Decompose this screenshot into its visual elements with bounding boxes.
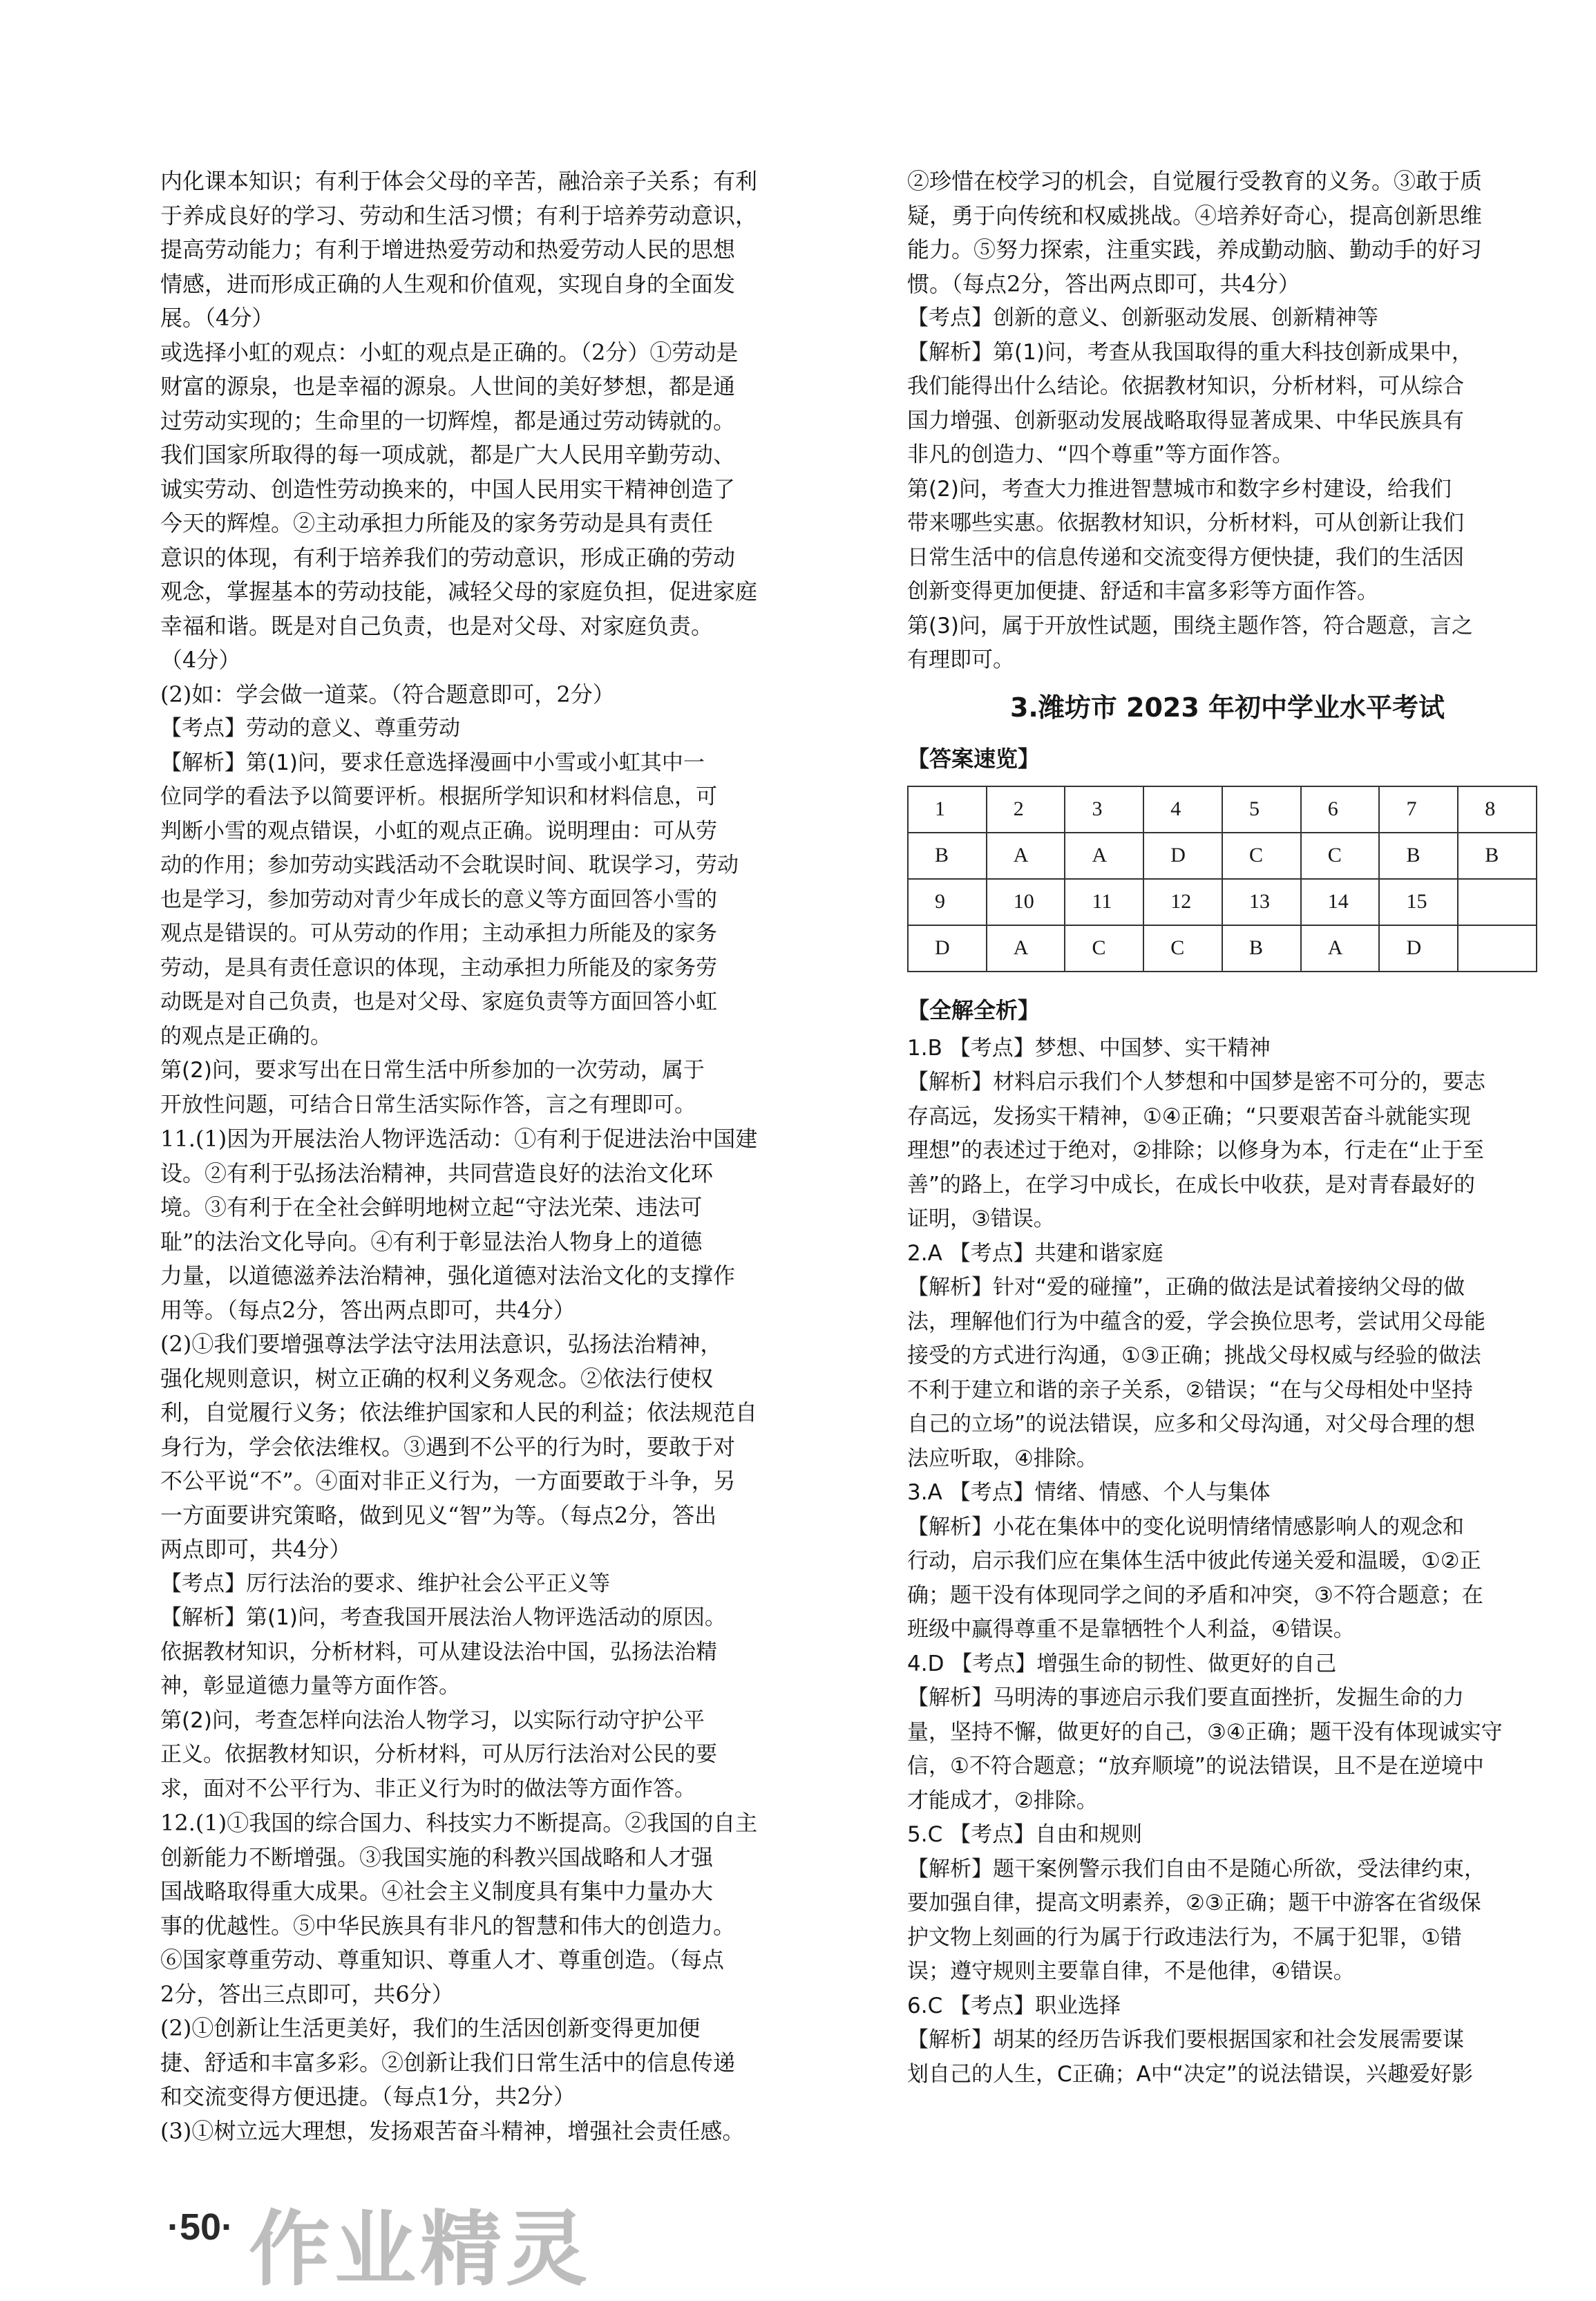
text-line: 位同学的看法予以简要评析。根据所学知识和材料信息，可 bbox=[160, 784, 717, 809]
answer-table-cell: B bbox=[1222, 925, 1301, 972]
answer-table-cell: B bbox=[1458, 833, 1537, 879]
answer-table-cell: 15 bbox=[1379, 879, 1458, 925]
text-line: 日常生活中的信息传递和交流变得方便快捷，我们的生活因 bbox=[907, 545, 1464, 570]
text-line: 法应听取，④排除。 bbox=[907, 1446, 1098, 1471]
text-line: 力量，以道德滋养法治精神，强化道德对法治文化的支撑作 bbox=[160, 1262, 736, 1289]
answer-table-cell: 5 bbox=[1222, 786, 1301, 833]
text-line: ②珍惜在校学习的机会，自觉履行受教育的义务。③敢于质 bbox=[907, 168, 1483, 194]
answer-table-cell: 13 bbox=[1222, 879, 1301, 925]
text-line: 1.B 【考点】梦想、中国梦、实干精神 bbox=[907, 1035, 1271, 1061]
text-line: 身行为，学会依法维权。③遇到不公平的行为时，要敢于对 bbox=[160, 1433, 736, 1460]
answer-table-cell: D bbox=[908, 925, 987, 972]
answer-table-cell: 3 bbox=[1065, 786, 1143, 833]
text-line: (3)①树立远大理想，发扬艰苦奋斗精神，增强社会责任感。 bbox=[160, 2117, 745, 2144]
text-line: 我们能得出什么结论。依据教材知识，分析材料，可从综合 bbox=[907, 374, 1464, 399]
text-line: 【解析】材料启示我们个人梦想和中国梦是密不可分的，要志 bbox=[907, 1070, 1485, 1095]
text-line: 【考点】劳动的意义、尊重劳动 bbox=[160, 716, 460, 741]
text-line: 才能成才，②排除。 bbox=[907, 1788, 1098, 1813]
text-line: 过劳动实现的；生命里的一切辉煌，都是通过劳动铸就的。 bbox=[160, 407, 736, 434]
text-line: (2)①创新让生活更美好，我们的生活因创新变得更加便 bbox=[160, 2015, 701, 2041]
text-line: 展。（4分） bbox=[160, 305, 274, 331]
text-line: 【解析】第(1)问，考查从我国取得的重大科技创新成果中， bbox=[907, 339, 1473, 365]
text-line: 不公平说“不”。④面对非正义行为，一方面要敢于斗争，另 bbox=[160, 1468, 736, 1494]
text-line: 【解析】胡某的经历告诉我们要根据国家和社会发展需要谋 bbox=[907, 2027, 1464, 2052]
answer-table-cell: C bbox=[1143, 925, 1222, 972]
text-line: 11.(1)因为开展法治人物评选活动：①有利于促进法治中国建 bbox=[160, 1126, 758, 1152]
answer-table-cell: 14 bbox=[1301, 879, 1380, 925]
answer-table-cell: 12 bbox=[1143, 879, 1222, 925]
text-line: 2.A 【考点】共建和谐家庭 bbox=[907, 1240, 1163, 1266]
text-line: 6.C 【考点】职业选择 bbox=[907, 1993, 1121, 2018]
text-line: 12.(1)①我国的综合国力、科技实力不断提高。②我国的自主 bbox=[160, 1810, 758, 1836]
text-line: 【解析】题干案例警示我们自由不是随心所欲，受法律约束， bbox=[907, 1856, 1485, 1882]
text-line: 两点即可，共4分） bbox=[160, 1536, 352, 1562]
answer-table-row bbox=[908, 786, 1537, 833]
text-line: 依据教材知识，分析材料，可从建设法治中国，弘扬法治精 bbox=[160, 1639, 717, 1665]
text-line: 一方面要讲究策略，做到见义“智”为等。（每点2分，答出 bbox=[160, 1502, 717, 1528]
right-text-block-top bbox=[907, 164, 1548, 678]
answer-table-cell: B bbox=[908, 833, 987, 879]
text-line: 第(2)问，考查怎样向法治人物学习，以实际行动守护公平 bbox=[160, 1707, 705, 1733]
text-line: 神，彰显道德力量等方面作答。 bbox=[160, 1674, 460, 1698]
text-line: 第(2)问，要求写出在日常生活中所参加的一次劳动，属于 bbox=[160, 1058, 705, 1083]
answer-table-cell: D bbox=[1379, 925, 1458, 972]
text-line: 能力。⑤努力探索，注重实践，养成勤动脑、勤动手的好习 bbox=[907, 236, 1483, 263]
text-line: 非凡的创造力、“四个尊重”等方面作答。 bbox=[907, 442, 1294, 467]
text-line: 5.C 【考点】自由和规则 bbox=[907, 1822, 1143, 1847]
watermark-logo: 作业精灵 bbox=[249, 2201, 592, 2297]
answer-table-cell: A bbox=[987, 925, 1065, 972]
text-line: 情感，进而形成正确的人生观和价值观，实现自身的全面发 bbox=[160, 270, 736, 297]
answer-table-cell: C bbox=[1301, 833, 1380, 879]
text-line: 3.A 【考点】情绪、情感、个人与集体 bbox=[907, 1480, 1271, 1505]
answer-table-cell: A bbox=[1065, 833, 1143, 879]
text-line: 有理即可。 bbox=[907, 647, 1014, 672]
answer-table-cell: A bbox=[1301, 925, 1380, 972]
text-line: 创新变得更加便捷、舒适和丰富多彩等方面作答。 bbox=[907, 579, 1378, 604]
text-line: 耻”的法治文化导向。④有利于彰显法治人物身上的道德 bbox=[160, 1228, 703, 1255]
answer-table-cell: 1 bbox=[908, 786, 987, 833]
text-line: 的观点是正确的。 bbox=[160, 1023, 332, 1049]
text-line: 班级中赢得尊重不是靠牺牲个人利益，④错误。 bbox=[907, 1617, 1355, 1642]
text-line: 观念，掌握基本的劳动技能，减轻父母的家庭负担，促进家庭 bbox=[160, 578, 758, 605]
text-line: 行动，启示我们应在集体生活中彼此传递关爱和温暖，①②正 bbox=[907, 1549, 1481, 1573]
text-line: 动既是对自己负责，也是对父母、家庭负责等方面回答小虹 bbox=[160, 989, 717, 1014]
answer-table-cell: 2 bbox=[987, 786, 1065, 833]
text-line: 2分，答出三点即可，共6分） bbox=[160, 1980, 454, 2007]
text-line: 第(2)问，考查大力推进智慧城市和数字乡村建设，给我们 bbox=[907, 476, 1452, 502]
text-line: 理想”的表述过于绝对，②排除；以修身为本，行走在“止于至 bbox=[907, 1138, 1484, 1163]
text-line: 利，自觉履行义务；依法维护国家和人民的利益；依法规范自 bbox=[160, 1399, 758, 1426]
text-line: 意识的体现，有利于培养我们的劳动意识，形成正确的劳动 bbox=[160, 544, 736, 571]
text-line: 于养成良好的学习、劳动和生活习惯；有利于培养劳动意识， bbox=[160, 202, 758, 229]
text-line: 劳动，是具有责任意识的体现，主动承担力所能及的家务劳 bbox=[160, 955, 717, 981]
text-line: 幸福和谐。既是对自己负责，也是对父母、对家庭负责。 bbox=[160, 612, 714, 639]
text-line: 【考点】创新的意义、创新驱动发展、创新精神等 bbox=[907, 305, 1378, 330]
answer-table-cell: C bbox=[1222, 833, 1301, 879]
text-line: ⑥国家尊重劳动、尊重知识、尊重人才、尊重创造。（每点 bbox=[160, 1947, 725, 1973]
answer-table-row bbox=[908, 833, 1537, 879]
answer-table-cell: D bbox=[1143, 833, 1222, 879]
text-line: 事的优越性。⑤中华民族具有非凡的智慧和伟大的创造力。 bbox=[160, 1912, 736, 1939]
text-line: 强化规则意识，树立正确的权利义务观念。②依法行使权 bbox=[160, 1365, 714, 1392]
answer-overview-label: 【答案速览】 bbox=[907, 745, 1041, 772]
page-number: ·50· bbox=[167, 2206, 234, 2248]
text-line: 国力增强、创新驱动发展战略取得显著成果、中华民族具有 bbox=[907, 408, 1464, 433]
text-line: 证明，③错误。 bbox=[907, 1206, 1055, 1231]
text-line: 财富的源泉，也是幸福的源泉。人世间的美好梦想，都是通 bbox=[160, 373, 736, 399]
answer-table-cell: 4 bbox=[1143, 786, 1222, 833]
text-line: 自己的立场”的说法错误，应多和父母沟通，对父母合理的想 bbox=[907, 1412, 1476, 1437]
left-text-block bbox=[160, 164, 827, 2148]
right-column bbox=[907, 164, 1548, 2092]
text-line: 创新能力不断增强。③我国实施的科教兴国战略和人才强 bbox=[160, 1844, 714, 1871]
answer-table-cell: C bbox=[1065, 925, 1143, 972]
text-line: 用等。（每点2分，答出两点即可，共4分） bbox=[160, 1296, 576, 1323]
text-line: 国战略取得重大成果。④社会主义制度具有集中力量办大 bbox=[160, 1878, 714, 1904]
text-line: (2)如：学会做一道菜。（符合题意即可，2分） bbox=[160, 681, 615, 708]
text-line: 带来哪些实惠。依据教材知识，分析材料，可从创新让我们 bbox=[907, 511, 1464, 536]
text-line: 接受的方式进行沟通，①③正确；挑战父母权威与经验的做法 bbox=[907, 1343, 1481, 1368]
text-line: 求，面对不公平行为、非正义行为时的做法等方面作答。 bbox=[160, 1776, 696, 1801]
text-line: 误；遵守规则主要靠自律，不是他律，④错误。 bbox=[907, 1959, 1355, 1984]
text-line: 第(3)问，属于开放性试题，围绕主题作答，符合题意，言之 bbox=[907, 613, 1473, 638]
text-line: 今天的辉煌。②主动承担力所能及的家务劳动是具有责任 bbox=[160, 510, 714, 536]
text-line: 也是学习，参加劳动对青少年成长的意义等方面回答小雪的 bbox=[160, 887, 717, 912]
text-line: 【解析】针对“爱的碰撞”，正确的做法是试着接纳父母的做 bbox=[907, 1275, 1465, 1300]
answer-table-cell: 8 bbox=[1458, 786, 1537, 833]
text-line: 设。②有利于弘扬法治精神，共同营造良好的法治文化环 bbox=[160, 1159, 714, 1186]
answer-table-cell: 6 bbox=[1301, 786, 1380, 833]
analysis-label: 【全解全析】 bbox=[907, 996, 1041, 1023]
text-line: 善”的路上，在学习中成长，在成长中收获，是对青春最好的 bbox=[907, 1172, 1476, 1197]
text-line: 确；题干没有体现同学之间的矛盾和冲突，③不符合题意；在 bbox=[907, 1582, 1483, 1608]
text-line: 动的作用；参加劳动实践活动不会耽误时间、耽误学习，劳动 bbox=[160, 853, 739, 878]
text-line: 【解析】第(1)问，要求任意选择漫画中小雪或小虹其中一 bbox=[160, 750, 705, 775]
text-line: 或选择小虹的观点：小虹的观点是正确的。（2分）①劳动是 bbox=[160, 339, 739, 366]
text-line: 提高劳动能力；有利于增进热爱劳动和热爱劳动人民的思想 bbox=[160, 236, 736, 263]
answer-table-cell: A bbox=[987, 833, 1065, 879]
answer-table-cell: 11 bbox=[1065, 879, 1143, 925]
text-line: 不利于建立和谐的亲子关系，②错误；“在与父母相处中坚持 bbox=[907, 1377, 1473, 1403]
text-line: 疑，勇于向传统和权威挑战。④培养好奇心，提高创新思维 bbox=[907, 202, 1483, 229]
answer-table-row bbox=[908, 879, 1537, 925]
text-line: 【解析】小花在集体中的变化说明情绪情感影响人的观念和 bbox=[907, 1514, 1464, 1540]
answer-table-cell: 10 bbox=[987, 879, 1065, 925]
right-text-block-bottom bbox=[907, 1032, 1548, 2092]
text-line: 【考点】厉行法治的要求、维护社会公平正义等 bbox=[160, 1571, 610, 1596]
text-line: 开放性问题，可结合日常生活实际作答，言之有理即可。 bbox=[160, 1092, 696, 1117]
text-line: 量，坚持不懈，做更好的自己，③④正确；题干没有体现诚实守 bbox=[907, 1719, 1503, 1745]
answer-table-row bbox=[908, 925, 1537, 972]
exam-title: 3.潍坊市 2023 年初中学业水平考试 bbox=[1009, 692, 1445, 723]
text-line: 4.D 【考点】增强生命的韧性、做更好的自己 bbox=[907, 1651, 1337, 1676]
text-line: 捷、舒适和丰富多彩。②创新让我们日常生活中的信息传递 bbox=[160, 2049, 736, 2076]
answer-table bbox=[907, 786, 1537, 972]
text-line: 正义。依据教材知识，分析材料，可从厉行法治对公民的要 bbox=[160, 1742, 717, 1767]
text-line: 我们国家所取得的每一项成就，都是广大人民用辛勤劳动、 bbox=[160, 442, 736, 468]
answer-table-cell bbox=[1458, 879, 1537, 925]
text-line: 内化课本知识；有利于体会父母的辛苦，融洽亲子关系；有利 bbox=[160, 168, 758, 194]
text-line: 法，理解他们行为中蕴含的爱，学会换位思考，尝试用父母能 bbox=[907, 1309, 1485, 1334]
text-line: 【解析】第(1)问，考查我国开展法治人物评选活动的原因。 bbox=[160, 1605, 726, 1630]
text-line: （4分） bbox=[160, 647, 241, 673]
text-line: 存高远，发扬实干精神，①④正确；“只要艰苦奋斗就能实现 bbox=[907, 1104, 1471, 1129]
text-line: 境。③有利于在全社会鲜明地树立起“守法光荣、违法可 bbox=[160, 1194, 703, 1220]
text-line: 观点是错误的。可从劳动的作用；主动承担力所能及的家务 bbox=[160, 921, 717, 946]
answer-table-cell: 9 bbox=[908, 879, 987, 925]
text-line: 和交流变得方便迅捷。（每点1分，共2分） bbox=[160, 2083, 576, 2110]
text-line: 护文物上刻画的行为属于行政违法行为，不属于犯罪，①错 bbox=[907, 1924, 1462, 1950]
text-line: 要加强自律，提高文明素养，②③正确；题干中游客在省级保 bbox=[907, 1891, 1481, 1915]
text-line: 惯。（每点2分，答出两点即可，共4分） bbox=[907, 270, 1300, 297]
left-column bbox=[160, 164, 827, 2148]
answer-table-cell bbox=[1458, 925, 1537, 972]
text-line: 诚实劳动、创造性劳动换来的，中国人民用实干精神创造了 bbox=[160, 475, 736, 502]
answer-table-cell: 7 bbox=[1379, 786, 1458, 833]
text-line: 划自己的人生，C正确；A中“决定”的说法错误，兴趣爱好影 bbox=[907, 2061, 1473, 2087]
text-line: (2)①我们要增强尊法学法守法用法意识，弘扬法治精神， bbox=[160, 1331, 723, 1357]
answer-table-cell: B bbox=[1379, 833, 1458, 879]
text-line: 判断小雪的观点错误，小虹的观点正确。说明理由：可从劳 bbox=[160, 818, 717, 844]
text-line: 信，①不符合题意；“放弃顺境”的说法错误，且不是在逆境中 bbox=[907, 1754, 1484, 1779]
text-line: 【解析】马明涛的事迹启示我们要直面挫折，发掘生命的力 bbox=[907, 1685, 1464, 1710]
